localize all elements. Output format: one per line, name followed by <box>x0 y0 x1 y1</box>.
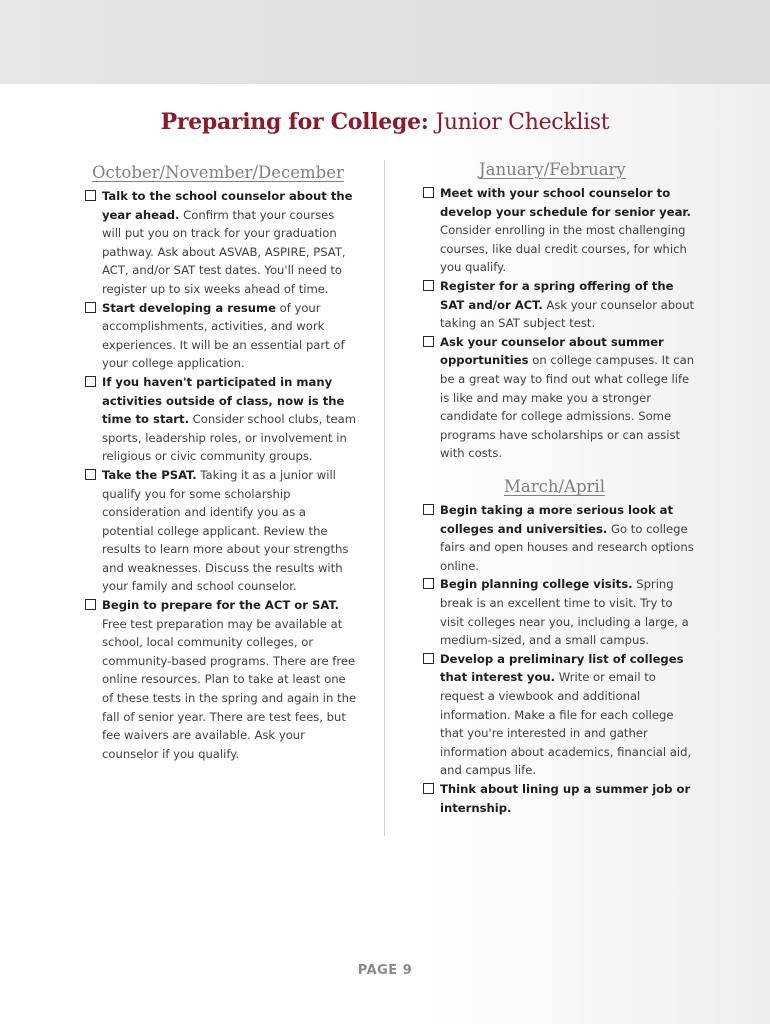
checkbox-icon[interactable] <box>423 783 434 794</box>
checklist-item <box>423 184 695 277</box>
heading-jan-feb: January/February <box>479 160 626 179</box>
checklist-item-text: Think about lining up a summer job or internship. <box>440 781 691 815</box>
checklist-item-text: Register for a spring offering of the SAT and/or ACT. Ask your counselor about taking an SAT subject test. <box>440 278 695 331</box>
checklist-item-text: Ask your counselor about summer opportunities on college campuses. It can be a great way to find out what college life is like and may make you a stronger candidate for college admissions. Some programs have scholarships or can assist with costs. <box>440 334 695 461</box>
checkbox-icon[interactable] <box>423 187 434 198</box>
checkbox-icon[interactable] <box>85 376 96 387</box>
checkbox-icon[interactable] <box>85 302 96 313</box>
checkbox-icon[interactable] <box>423 504 434 515</box>
heading-mar-apr: March/April <box>504 477 605 496</box>
checklist-item-text: Begin to prepare for the ACT or SAT. Free test preparation may be available at school, local community colleges, or community-based programs. There are free online resources. Plan to take at least one of these tests in the spring and again in the fall of senior year. There are test fees, but fee waivers are available. Ask your counselor if you qualify. <box>102 598 357 761</box>
checklist-item <box>85 373 357 466</box>
column-divider <box>384 160 385 836</box>
checklist-item <box>85 299 357 373</box>
checklist-item <box>423 333 695 463</box>
checklist-item-text: Develop a preliminary list of colleges that interest you. Write or email to request a viewbook and additional information. Make a file for each college that you're interested in and gather information about academics, financial aid, and campus life. <box>440 651 692 778</box>
checklist-item-text: Take the PSAT. Taking it as a junior will qualify you for some scholarship consideration and identify you as a potential college applicant. Review the results to learn more about your strengths and weaknesses. Discuss the results with your family and school counselor. <box>102 467 349 594</box>
checklist-item <box>423 575 695 649</box>
left-checklist <box>85 187 357 763</box>
checklist-item-text: Meet with your school counselor to develop your schedule for senior year. Consider enrolling in the most challenging courses, like dual credit courses, for which you qualify. <box>440 186 691 275</box>
checklist-item-text: Begin planning college visits. Spring break is an excellent time to visit. Try to visit colleges near you, including a large, a medium-sized, and a small campus. <box>440 577 689 648</box>
checklist-item <box>423 277 695 333</box>
checkbox-icon[interactable] <box>423 578 434 589</box>
checkbox-icon[interactable] <box>423 336 434 347</box>
checkbox-icon[interactable] <box>85 190 96 201</box>
page-number: PAGE 9 <box>357 963 413 978</box>
checklist-item-text: If you haven't participated in many activities outside of class, now is the time to start. Consider school clubs, team sports, leadership roles, or involvement in religious or civic community groups. <box>102 374 357 464</box>
checklist-item <box>423 780 695 817</box>
checklist-item <box>423 501 695 575</box>
mar-apr-checklist <box>423 501 695 817</box>
top-band <box>0 0 770 84</box>
checkbox-icon[interactable] <box>85 599 96 610</box>
checkbox-icon[interactable] <box>423 653 434 664</box>
checklist-item <box>85 596 357 763</box>
checklist-item-text: Start developing a resume of your accomplishments, activities, and work experiences. It will be an essential part of your college application. <box>102 300 345 371</box>
title-regular: Junior Checklist <box>435 110 610 135</box>
page-title <box>0 107 770 138</box>
title-bold: Preparing for College: <box>160 109 429 135</box>
checklist-item <box>423 650 695 780</box>
checklist-item <box>85 466 357 596</box>
checkbox-icon[interactable] <box>85 469 96 480</box>
checkbox-icon[interactable] <box>423 280 434 291</box>
heading-oct-nov-dec: October/November/December <box>92 163 344 182</box>
checklist-item-text: Begin taking a more serious look at colleges and universities. Go to college fairs and open houses and research options online. <box>440 503 694 573</box>
checklist-item <box>85 187 357 299</box>
jan-feb-checklist <box>423 184 695 463</box>
checklist-item-text: Talk to the school counselor about the year ahead. Confirm that your courses will put you on track for your graduation pathway. Ask about ASVAB, ASPIRE, PSAT, ACT, and/or SAT test dates. You'll need to register up to six weeks ahead of time. <box>102 189 353 296</box>
